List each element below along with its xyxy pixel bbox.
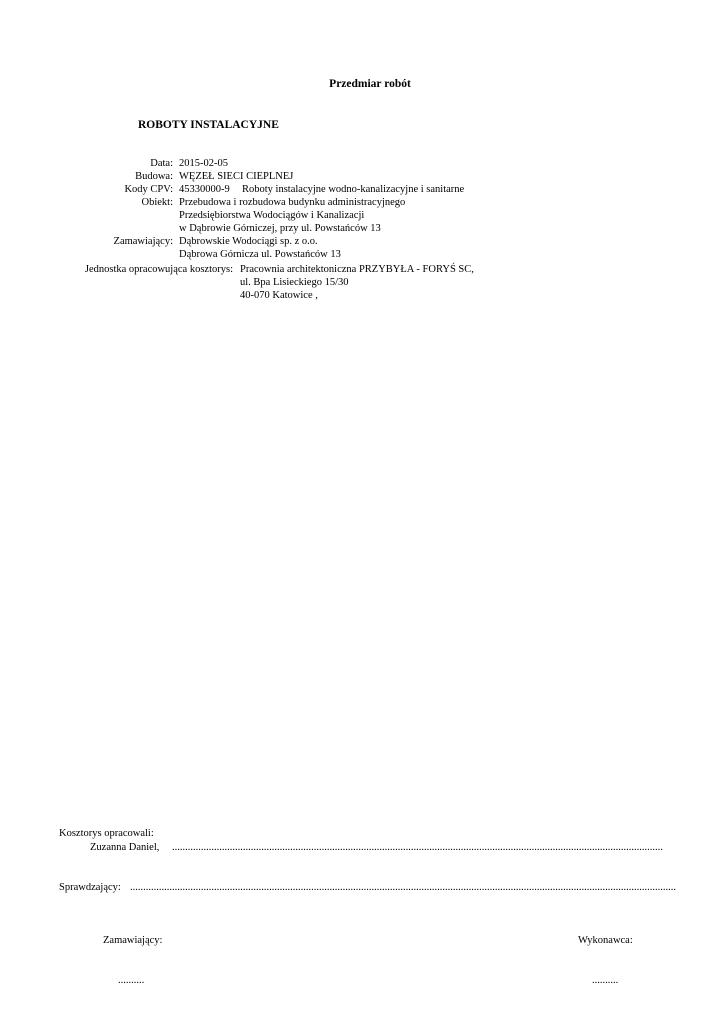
- kosztorys-label: Kosztorys opracowali:: [59, 828, 154, 839]
- zamawiajacy-label: Zamawiający:: [113, 236, 173, 247]
- jednostka-line: 40-070 Katowice ,: [240, 290, 318, 301]
- zamawiajacy-line: Dąbrowskie Wodociągi sp. z o.o.: [179, 236, 318, 247]
- jednostka-line: Pracownia architektoniczna PRZYBYŁA - FORYŚ SC,: [240, 264, 474, 275]
- cpv-description: Roboty instalacyjne wodno-kanalizacyjne i sanitarne: [242, 184, 465, 195]
- cpv-code: 45330000-9: [179, 184, 230, 195]
- wykonawca-sign-label: Wykonawca:: [578, 935, 633, 946]
- cpv-label: Kody CPV:: [124, 184, 173, 195]
- author-signature-line: ...........................................................................................................................................................................................: [172, 842, 663, 853]
- obiekt-label: Obiekt:: [141, 197, 173, 208]
- data-label: Data:: [150, 158, 173, 169]
- budowa-value: WĘZEŁ SIECI CIEPLNEJ: [179, 171, 294, 182]
- jednostka-line: ul. Bpa Lisieckiego 15/30: [240, 277, 349, 288]
- author-name: Zuzanna Daniel,: [90, 842, 160, 853]
- obiekt-line: Przedsiębiorstwa Wodociągów i Kanalizacji: [179, 210, 365, 221]
- section-title: ROBOTY INSTALACYJNE: [138, 119, 279, 131]
- obiekt-line: Przebudowa i rozbudowa budynku administracyjnego: [179, 197, 406, 208]
- data-value: 2015-02-05: [179, 158, 228, 169]
- budowa-label: Budowa:: [135, 171, 173, 182]
- zamawiajacy-sign-label: Zamawiający:: [103, 935, 163, 946]
- zamawiajacy-line: Dąbrowa Górnicza ul. Powstańców 13: [179, 249, 341, 260]
- sprawdzajacy-signature-line: ................................................................................................................................................................................................................: [130, 882, 676, 893]
- wykonawca-signature-line: ..........: [592, 975, 619, 986]
- jednostka-label: Jednostka opracowująca kosztorys:: [84, 264, 233, 275]
- obiekt-line: w Dąbrowie Górniczej, przy ul. Powstańców 13: [179, 223, 381, 234]
- document-title: Przedmiar robót: [329, 78, 411, 90]
- sprawdzajacy-label: Sprawdzający:: [59, 882, 121, 893]
- zamawiajacy-signature-line: ..........: [118, 975, 145, 986]
